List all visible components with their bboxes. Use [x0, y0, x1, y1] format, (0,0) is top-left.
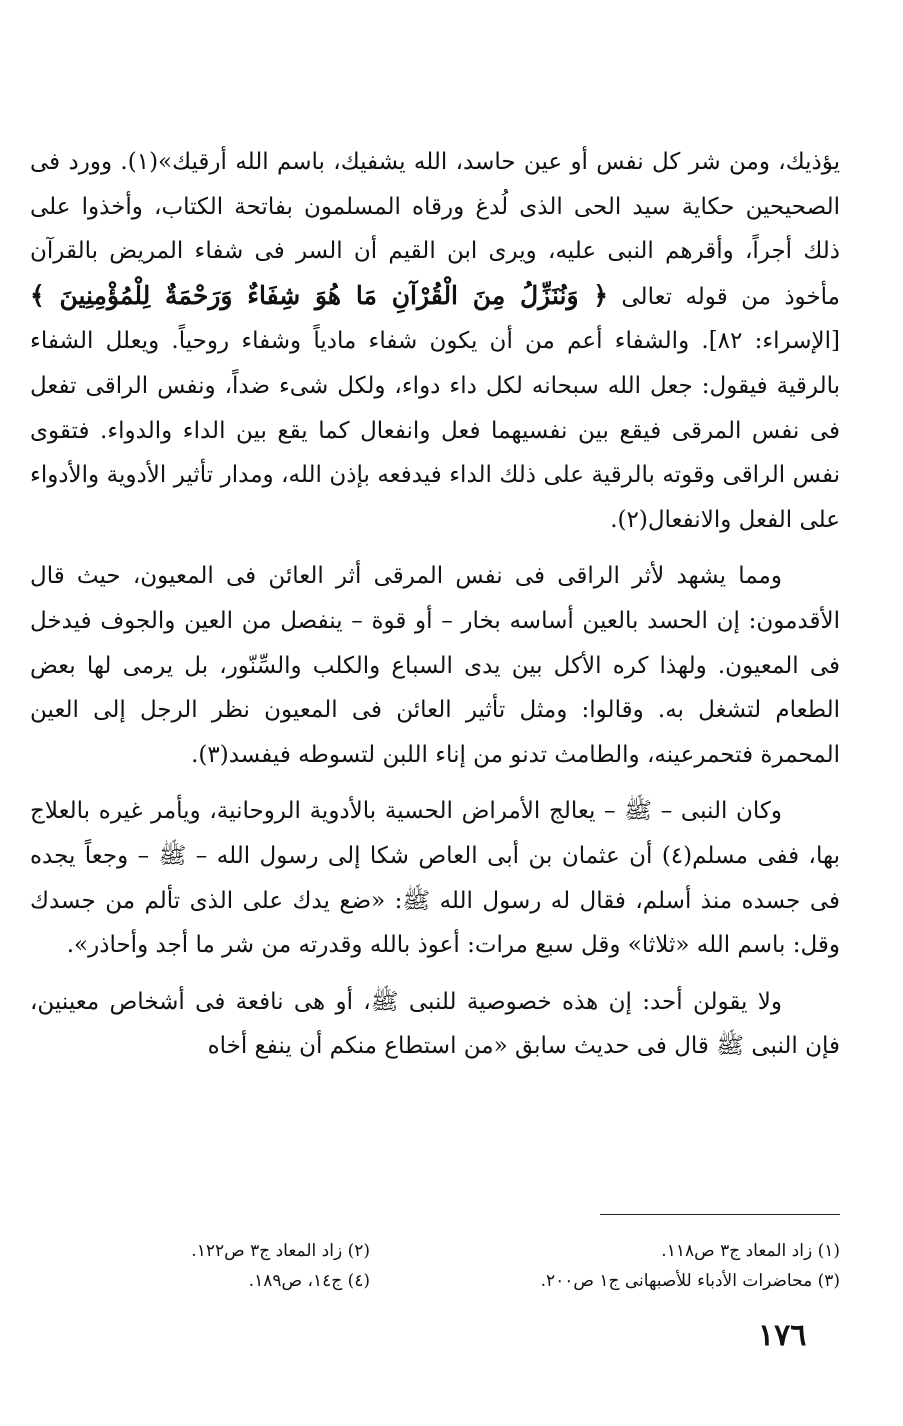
paragraph-1-text-a: يؤذيك، ومن شر كل نفس أو عين حاسد، الله يشفيك، باسم الله أرقيك»(١). وورد فى الصحيحين حكاية سيد الحى الذى لُدغ ورقاه المسلمون بفاتحة الكتاب، وأخذوا على ذلك أجراً، وأقرهم النبى عليه، ويرى ابن القيم أن السر فى شفاء المريض بالقرآن مأخوذ من قوله تعالى [30, 149, 841, 310]
paragraph-3: وكان النبى – ﷺ – يعالج الأمراض الحسية بالأدوية الروحانية، ويأمر غيره بالعلاج بها، ففى مسلم(٤) أن عثمان بن أبى العاص شكا إلى رسول الله – ﷺ – وجعاً يجده فى جسده منذ أسلم، فقال له رسول الله ﷺ: «ضع يدك على الذى تألم من جسدك وقل: باسم الله «ثلاثا» وقل سبع مرات: أعوذ بالله وقدرته من شر ما أجد وأحاذر». [30, 798, 840, 959]
footnote-separator [600, 1214, 840, 1215]
footnote-2: (٢) زاد المعاد ج٣ ص١٢٢. [191, 1241, 370, 1261]
footnote-row [40, 1236, 840, 1266]
footnotes [40, 1236, 840, 1296]
footnote-3: (٣) محاضرات الأدباء للأصبهانى ج١ ص٢٠٠. [540, 1271, 840, 1291]
paragraph-2: ومما يشهد لأثر الراقى فى نفس المرقى أثر العائن فى المعيون، حيث قال الأقدمون: إن الحسد بالعين أساسه بخار – أو قوة – ينفصل من العين والجوف فيدخل فى المعيون. ولهذا كره الأكل بين يدى السباع والكلب والسِّنّور، بل يرمى لها بعض الطعام لتشغل به. وقالوا: ومثل تأثير العائن فى المعيون نظر الرجل إلى العين المحمرة فتحمرعينه، والطامث تدنو من إناء اللبن لتسوطه فيفسد(٣). [30, 563, 840, 768]
quran-verse: ﴿ وَنُنَزِّلُ مِنَ الْقُرْآنِ مَا هُوَ شِفَاءٌ وَرَحْمَةٌ لِلْمُؤْمِنِينَ ﴾ [30, 280, 608, 310]
paragraph-1-text-b: [الإسراء: ٨٢]. والشفاء أعم من أن يكون شفاء مادياً وشفاء روحياً. ويعلل الشفاء بالرقية فيقول: جعل الله سبحانه لكل داء دواء، ولكل شىء ضداً، ونفس الراقى تفعل فى نفس المرقى فيقع بين نفسيهما فعل وانفعال كما يقع بين الداء والدواء. فتقوى نفس الراقى وقوته بالرقية على ذلك الداء فيدفعه بإذن الله، ومدار تأثير الأدوية والأدواء على الفعل والانفعال(٢). [30, 328, 840, 533]
main-text [30, 140, 840, 1069]
paragraph-1 [30, 140, 840, 542]
footnote-4: (٤) ج١٤، ص١٨٩. [248, 1271, 370, 1291]
paragraph-4: ولا يقولن أحد: إن هذه خصوصية للنبى ﷺ، أو هى نافعة فى أشخاص معينين، فإن النبى ﷺ قال فى حديث سابق «من استطاع منكم أن ينفع أخاه [30, 988, 840, 1060]
footnote-1: (١) زاد المعاد ج٣ ص١١٨. [661, 1241, 840, 1261]
footnote-row [40, 1266, 840, 1296]
page-number: ١٧٦ [758, 1318, 807, 1353]
